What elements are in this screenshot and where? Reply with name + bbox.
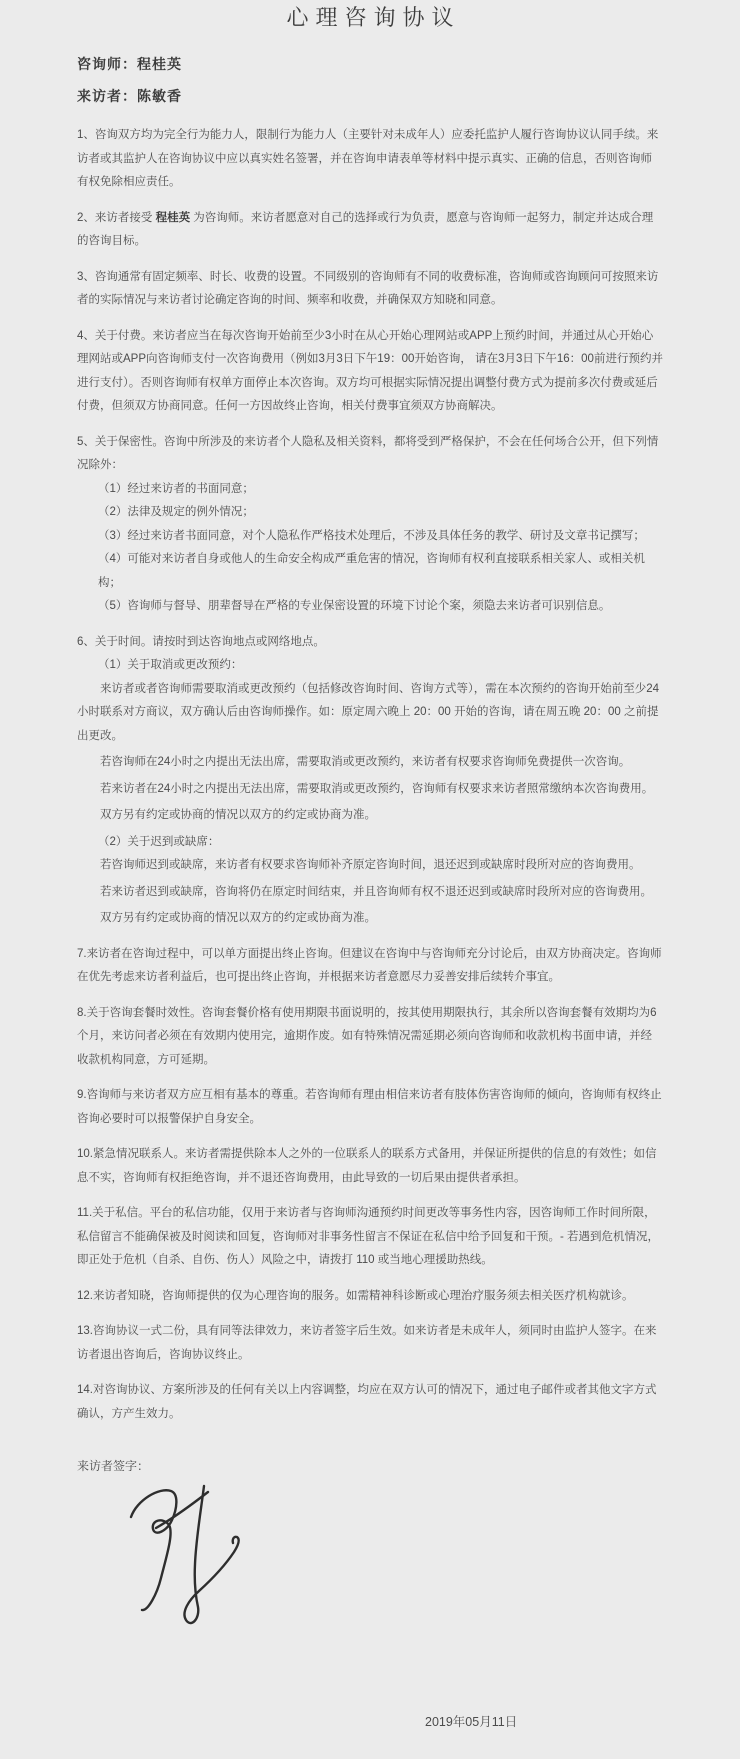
clause-clause xyxy=(77,207,663,254)
clause-clause: 7.来访者在咨询过程中，可以单方面提出终止咨询。但建议在咨询中与咨询师充分讨论后，由双方协商决定。咨询师在优先考虑来访者利益后，也可提出终止咨询，并根据来访者意愿尽力妥善安排后续转介事宜。 xyxy=(77,947,662,983)
clause-clause: 4、关于付费。来访者应当在每次咨询开始前至少3小时在从心开始心理网站或APP上预约时间，并通过从心开始心理网站或APP向咨询师支付一次咨询费用（例如3月3日下午19：00开始咨询， 请在3月3日下午16：00前进行预约并进行支付）。否则咨询师有权单方面停止本次咨询。双方均可根据实际情况提出调整付费方式为提前多次付费或延后付费，但须双方协商同意。任何一方因故终止咨询，相关付费事宜须双方协商解决。 xyxy=(77,329,663,412)
signature-stroke xyxy=(131,1490,176,1610)
clause-subitem: （1）经过来访者的书面同意； xyxy=(98,482,254,495)
clause-indent: 若来访者在24小时之内提出无法出席，需要取消或更改预约，咨询师有权要求来访者照常缴纳本次咨询费用。 xyxy=(100,782,654,795)
clause-clause: 3、咨询通常有固定频率、时长、收费的设置。不同级别的咨询师有不同的收费标准，咨询师或咨询顾问可按照来访者的实际情况与来访者讨论确定咨询的时间、频率和收费，并确保双方知晓和同意。 xyxy=(77,270,659,306)
handwritten-signature-image xyxy=(116,1484,252,1634)
clause-clause: 6、关于时间。请按时到达咨询地点或网络地点。 xyxy=(77,635,325,648)
counselor-label: 咨询师： xyxy=(77,56,137,72)
clause-text: 为咨询师。来访者愿意对自己的选择或行为负责，愿意与咨询师一起努力，制定并达成合理的咨询目标。 xyxy=(77,211,654,247)
page-title: 心理咨询协议 xyxy=(286,5,461,30)
clause-indent: 双方另有约定或协商的情况以双方的约定或协商为准。 xyxy=(100,809,376,821)
clause-clause: 8.关于咨询套餐时效性。咨询套餐价格有使用期限书面说明的，按其使用期限执行，其余所以咨询套餐有效期均为6个月，来访问者必须在有效期内使用完，逾期作废。如有特殊情况需延期必须向咨询师和收款机构书面申请，并经收款机构同意，方可延期。 xyxy=(77,1006,657,1066)
clause-indent: 若来访者迟到或缺席，咨询将仍在原定时间结束，并且咨询师有权不退还迟到或缺席时段所对应的咨询费用。 xyxy=(100,885,652,898)
clauses-container xyxy=(77,124,663,1426)
clause-clause: 12.来访者知晓，咨询师提供的仅为心理咨询的服务。如需精神科诊断或心理治疗服务须去相关医疗机构就诊。 xyxy=(77,1289,634,1302)
clause-indent: 双方另有约定或协商的情况以双方的约定或协商为准。 xyxy=(100,912,376,924)
clause-subitem: （5）咨询师与督导、朋辈督导在严格的专业保密设置的环境下讨论个案，须隐去来访者可识别信息。 xyxy=(98,600,611,612)
clause-indent: 若咨询师迟到或缺席，来访者有权要求咨询师补齐原定咨询时间，退还迟到或缺席时段所对应的咨询费用。 xyxy=(100,859,641,871)
clause-clause: 10.紧急情况联系人。来访者需提供除本人之外的一位联系人的联系方式备用，并保证所提供的信息的有效性；如信息不实，咨询师有权拒绝咨询，并不退还咨询费用，由此导致的一切后果由提供者承担。 xyxy=(77,1148,657,1184)
clause-clause: 1、咨询双方均为完全行为能力人，限制行为能力人（主要针对未成年人）应委托监护人履行咨询协议认同手续。来访者或其监护人在咨询协议中应以真实姓名签署，并在咨询申请表单等材料中提示真实、正确的信息，否则咨询师有权免除相应责任。 xyxy=(77,129,659,188)
signature-date: 2019年05月11日 xyxy=(425,1715,518,1729)
clause-subitem: （3）经过来访者书面同意，对个人隐私作严格技术处理后，不涉及具体任务的教学、研讨及文章书记撰写； xyxy=(98,529,645,542)
clause-clause: 11.关于私信。平台的私信功能，仅用于来访者与咨询师沟通预约时间更改等事务性内容，因咨询师工作时间所限，私信留言不能确保被及时阅读和回复，咨询师对非事务性留言不保证在私信中给予回复和干预。- 若遇到危机情况，即正处于危机（自杀、自伤、伤人）风险之中，请拨打 110 或当地心理援助热线。 xyxy=(77,1207,660,1266)
counselor-name-inline: 程桂英 xyxy=(155,211,191,224)
signature-stroke xyxy=(184,1486,238,1623)
visitor-line xyxy=(77,88,663,105)
visitor-label: 来访者： xyxy=(77,88,137,104)
visitor-signature-label: 来访者签字： xyxy=(77,1459,150,1473)
clause-subitem: （2）法律及规定的例外情况； xyxy=(98,506,254,518)
clause-clause: 14.对咨询协议、方案所涉及的任何有关以上内容调整，均应在双方认可的情况下，通过电子邮件或者其他文字方式确认，方产生效力。 xyxy=(77,1384,657,1420)
clause-indent: 若咨询师在24小时之内提出无法出席，需要取消或更改预约，来访者有权要求咨询师免费提供一次咨询。 xyxy=(100,756,631,768)
clause-indent: 来访者或者咨询师需要取消或更改预约（包括修改咨询时间、咨询方式等），需在本次预约的咨询开始前至少24小时联系对方商议，双方确认后由咨询师操作。如：原定周六晚上 20：00 开始的咨询，请在周五晚 20：00 之前提出更改。 xyxy=(77,682,660,742)
clause-subitem: （2）关于迟到或缺席： xyxy=(98,835,220,848)
counselor-line xyxy=(77,56,663,73)
counselor-name: 程桂英 xyxy=(137,56,182,72)
clause-clause: 5、关于保密性。咨询中所涉及的来访者个人隐私及相关资料，都将受到严格保护，不会在任何场合公开，但下列情况除外： xyxy=(77,435,659,471)
clause-clause: 13.咨询协议一式二份，具有同等法律效力，来访者签字后生效。如来访者是未成年人，须同时由监护人签字。在来访者退出咨询后，咨询协议终止。 xyxy=(77,1325,657,1361)
document-body xyxy=(0,56,740,1478)
clause-clause: 9.咨询师与来访者双方应互相有基本的尊重。若咨询师有理由相信来访者有肢体伤害咨询师的倾向，咨询师有权终止咨询必要时可以报警保护自身安全。 xyxy=(77,1089,662,1125)
clause-subitem: （1）关于取消或更改预约： xyxy=(98,659,243,671)
clause-subitem: （4）可能对来访者自身或他人的生命安全构成严重危害的情况，咨询师有权利直接联系相关家人、或相关机构； xyxy=(98,553,645,589)
visitor-name: 陈敏香 xyxy=(137,88,182,104)
clause-text: 2、来访者接受 xyxy=(77,211,156,224)
